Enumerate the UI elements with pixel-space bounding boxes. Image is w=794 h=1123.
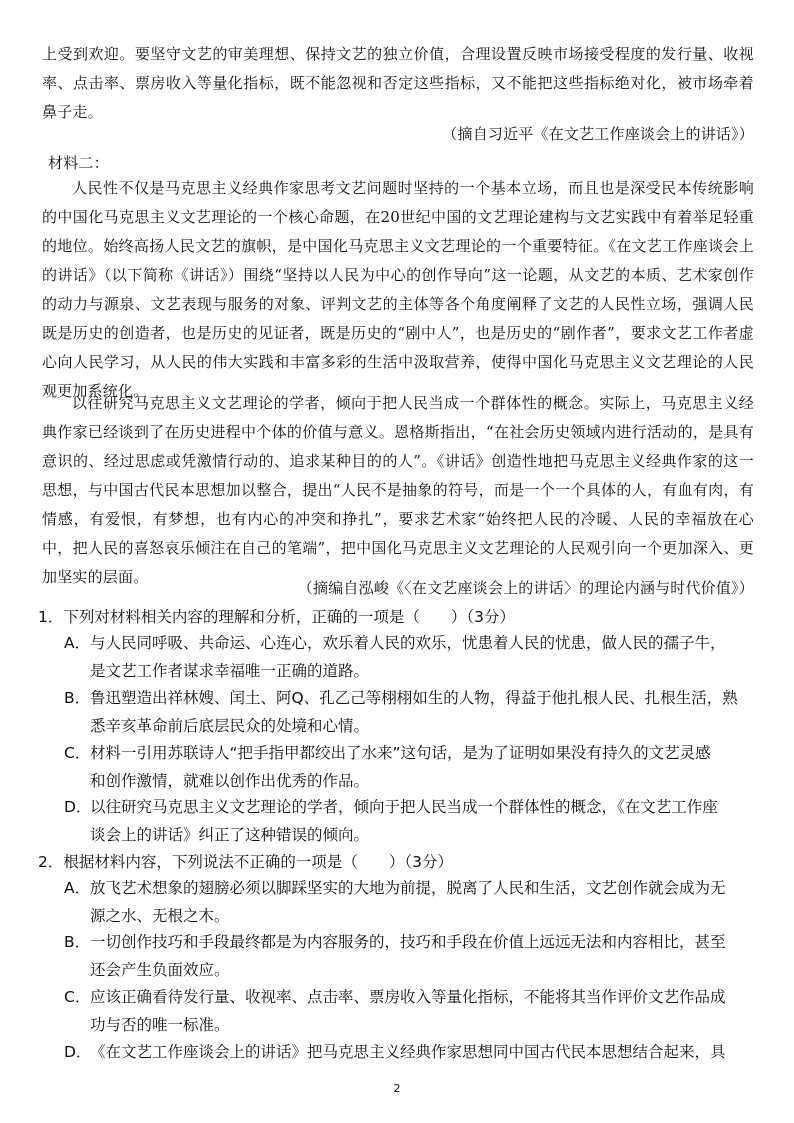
option-letter: A． [64, 879, 91, 897]
question-2-stem: 2．根据材料内容，下列说法不正确的一项是（ ）（3分） [38, 853, 453, 871]
question-2-option-b[interactable] [64, 928, 754, 984]
option-text-continued: 源之水、无根之木。 [90, 907, 230, 925]
option-letter: D． [64, 1043, 92, 1061]
option-letter: D． [64, 798, 92, 816]
option-text: 《在文艺工作座谈会上的讲话》把马克思主义经典作家思想同中国古代民本思想结合起来，具 [90, 1043, 726, 1061]
option-letter: B． [64, 933, 91, 951]
question-2-option-d[interactable] [64, 1038, 754, 1066]
material2-label: 材料二： [48, 154, 109, 172]
option-letter: C． [64, 744, 91, 762]
option-text-continued: 和创作激情，就难以创作出优秀的作品。 [90, 772, 370, 790]
option-letter: B． [64, 689, 91, 707]
question-1-option-a[interactable] [64, 629, 754, 685]
material2-paragraph-2: 以往研究马克思主义文艺理论的学者，倾向于把人民当成一个群体性的概念。实际上，马克思主义经典作家已经谈到了在历史进程中个体的价值与意义。恩格斯指出，“在社会历史领域内进行活动的，是具有意识的、经过思虑或凭激情行动的、追求某种目的的人”。《讲话》创造性地把马克思主义经典作家的这一思想，与中国古代民本思想加以整合，提出“人民不是抽象的符号，而是一个一个具体的人，有血有肉，有情感，有爱恨，有梦想，也有内心的冲突和挣扎”，要求艺术家“始终把人民的冷暖、人民的幸福放在心中，把人民的喜怒哀乐倾注在自己的笔端”，把中国化马克思主义文艺理论的人民观引向一个更加深入、更加坚实的层面。 [42, 394, 754, 586]
option-text-continued: 谈会上的讲话》纠正了这种错误的倾向。 [90, 826, 370, 844]
question-2-option-c[interactable] [64, 983, 754, 1039]
option-letter: C． [64, 988, 91, 1006]
option-text-continued: 功与否的唯一标准。 [90, 1016, 230, 1034]
option-text: 材料一引用苏联诗人“把手指甲都绞出了水来”这句话，是为了证明如果没有持久的文艺灵感 [90, 744, 711, 762]
question-1-stem: 1．下列对材料相关内容的理解和分析，正确的一项是（ ）（3分） [38, 608, 515, 626]
option-text: 一切创作技巧和手段最终都是为内容服务的，技巧和手段在价值上远远无法和内容相比，甚至 [90, 933, 726, 951]
option-text: 应该正确看待发行量、收视率、点击率、票房收入等量化指标，不能将其当作评价文艺作品成 [90, 988, 726, 1006]
option-text: 以往研究马克思主义文艺理论的学者，倾向于把人民当成一个群体性的概念，《在文艺工作座 [90, 798, 718, 816]
material2-paragraph-1: 人民性不仅是马克思主义经典作家思考文艺问题时坚持的一个基本立场，而且也是深受民本传统影响的中国化马克思主义文艺理论的一个核心命题，在20世纪中国的文艺理论建构与文艺实践中有着举足轻重的地位。始终高扬人民文艺的旗帜，是中国化马克思主义文艺理论的一个重要特征。《在文艺工作座谈会上的讲话》（以下简称《讲话》）围绕“坚持以人民为中心的创作导向”这一论题，从文艺的本质、艺术家创作的动力与源泉、文艺表现与服务的对象、评判文艺的主体等各个角度阐释了文艺的人民性立场，强调人民既是历史的创造者，也是历史的见证者，既是历史的“剧中人”，也是历史的“剧作者”，要求文艺工作者虚心向人民学习，从人民的伟大实践和丰富多彩的生活中汲取营养，使得中国化马克思主义文艺理论的人民观更加系统化。 [42, 179, 754, 400]
option-text: 鲁迅塑造出祥林嫂、闰土、阿Q、孔乙己等栩栩如生的人物，得益于他扎根人民、扎根生活，熟 [90, 689, 738, 707]
source-citation-1: （摘自习近平《在文艺工作座谈会上的讲话》） [442, 125, 754, 143]
option-text-continued: 是文艺工作者谋求幸福唯一正确的道路。 [90, 662, 370, 680]
source-citation-2: （摘编自泓峻《〈在文艺座谈会上的讲话〉的理论内涵与时代价值》） [297, 579, 754, 597]
passage-continuation: 上受到欢迎。要坚守文艺的审美理想、保持文艺的独立价值，合理设置反映市场接受程度的发行量、收视率、点击率、票房收入等量化指标，既不能忽视和否定这些指标，又不能把这些指标绝对化，被市场牵着鼻子走。 [42, 45, 754, 121]
question-2-option-a[interactable] [64, 874, 754, 930]
question-1-option-b[interactable] [64, 684, 754, 740]
option-text: 与人民同呼吸、共命运、心连心，欢乐着人民的欢乐，忧患着人民的忧患，做人民的孺子牛， [90, 634, 726, 652]
question-1-option-c[interactable] [64, 739, 754, 795]
option-text-continued: 悉辛亥革命前后底层民众的处境和心情。 [90, 717, 370, 735]
option-letter: A． [64, 634, 91, 652]
option-text-continued: 还会产生负面效应。 [90, 961, 230, 979]
page-number: 2 [393, 1082, 401, 1095]
option-text: 放飞艺术想象的翅膀必须以脚踩坚实的大地为前提，脱离了人民和生活，文艺创作就会成为无 [90, 879, 726, 897]
question-1-option-d[interactable] [64, 793, 754, 849]
